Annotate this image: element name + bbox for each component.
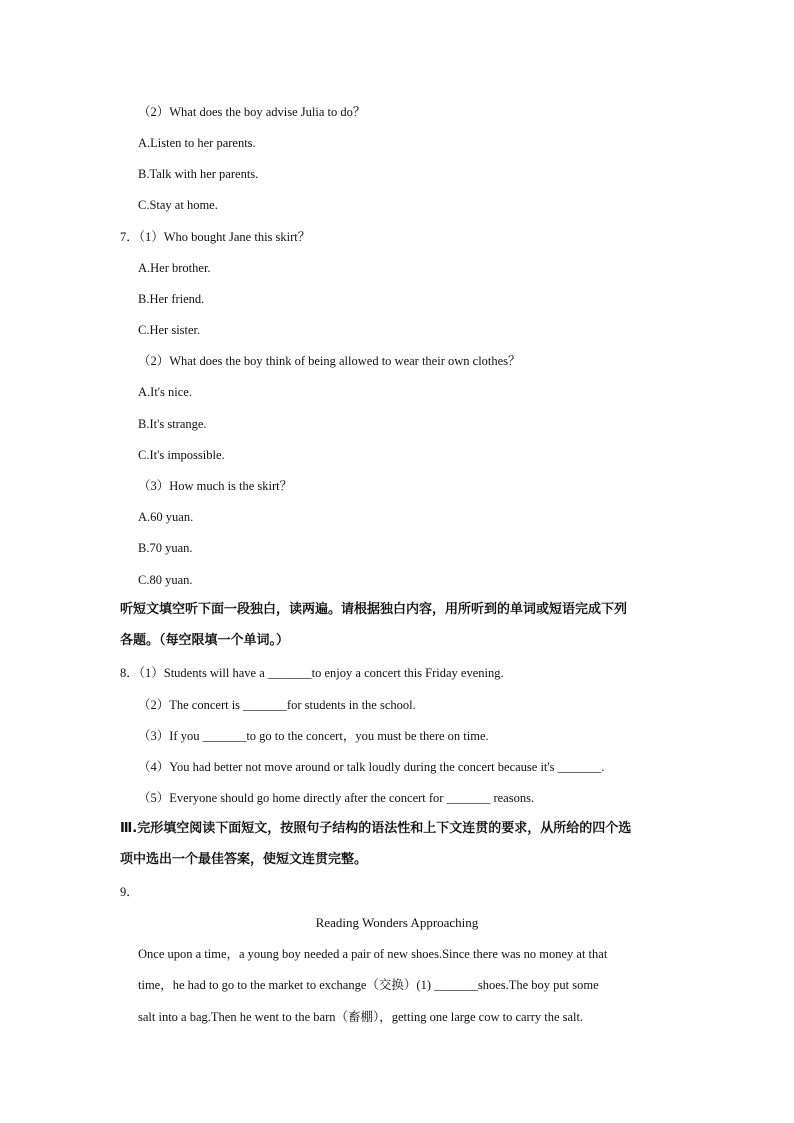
q8-item-3: （3）If you _______to go to the concert，you must be there on time. <box>138 729 489 743</box>
q8-item-5: （5）Everyone should go home directly after the concert for _______ reasons. <box>138 791 535 805</box>
q7-1-option-c: C.Her sister. <box>138 323 201 337</box>
q7-2-option-c: C.It's impossible. <box>138 448 225 462</box>
q8-item-1: 8．（1）Students will have a _______to enjoy a concert this Friday evening. <box>120 666 504 680</box>
passage-title: Reading Wonders Approaching <box>315 915 479 930</box>
q9-number: 9． <box>120 885 139 899</box>
q7-subquestion-1: 7．（1）Who bought Jane this skirt？ <box>120 230 311 244</box>
q6-option-a: A.Listen to her parents. <box>138 136 256 150</box>
q7-3-option-b: B.70 yuan. <box>138 541 193 555</box>
q7-3-option-a: A.60 yuan. <box>138 510 194 524</box>
q7-3-option-c: C.80 yuan. <box>138 573 193 587</box>
q6-option-b: B.Talk with her parents. <box>138 167 259 181</box>
q7-subquestion-3: （3）How much is the skirt？ <box>138 479 293 493</box>
section-heading-cloze-line2: 项中选出一个最佳答案，使短文连贯完整。 <box>120 852 368 867</box>
q7-1-option-b: B.Her friend. <box>138 292 205 306</box>
q8-item-4: （4）You had better not move around or talk loudly during the concert because it's _______. <box>138 760 605 774</box>
q8-item-2: （2）The concert is _______for students in the school. <box>138 698 416 712</box>
passage-line-1: Once upon a time，a young boy needed a pair of new shoes.Since there was no money at that <box>138 947 608 961</box>
passage-line-3: salt into a bag.Then he went to the barn（畜棚），getting one large cow to carry the salt. <box>138 1010 584 1024</box>
section-heading-listening-line1: 听短文填空听下面一段独白，读两遍。请根据独白内容，用所听到的单词或短语完成下列 <box>120 602 628 617</box>
q7-2-option-a: A.It's nice. <box>138 385 192 399</box>
q7-1-option-a: A.Her brother. <box>138 261 211 275</box>
q7-subquestion-2: （2）What does the boy think of being allowed to wear their own clothes？ <box>138 354 521 368</box>
passage-line-2: time，he had to go to the market to exchange（交换）(1) _______shoes.The boy put some <box>138 978 599 992</box>
section-heading-listening-line2: 各题。（每空限填一个单词。） <box>120 633 290 648</box>
section-heading-cloze-line1: Ⅲ.完形填空阅读下面短文，按照句子结构的语法性和上下文连贯的要求，从所给的四个选 <box>120 821 632 836</box>
q6-option-c: C.Stay at home. <box>138 198 218 212</box>
q7-2-option-b: B.It's strange. <box>138 417 207 431</box>
q6-subquestion-2: （2）What does the boy advise Julia to do？ <box>138 105 366 119</box>
